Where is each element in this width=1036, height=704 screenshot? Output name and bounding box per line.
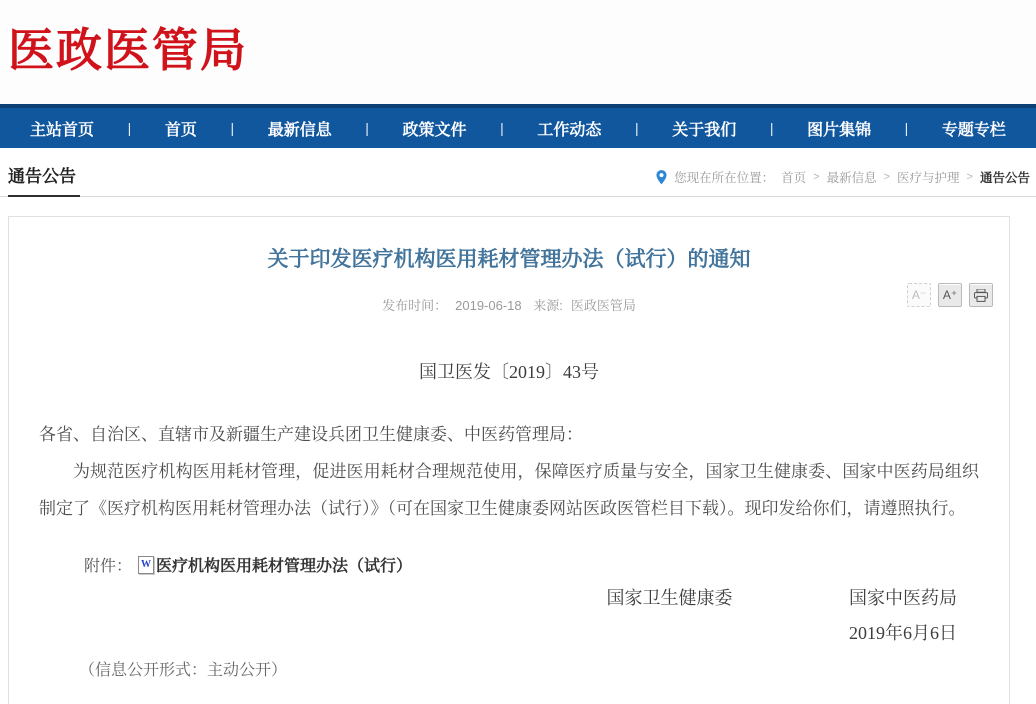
nav-separator: | (127, 120, 132, 136)
nav-separator: | (904, 120, 909, 136)
nav-separator: | (634, 120, 639, 136)
article-meta (39, 295, 979, 314)
signature-date: 2019年6月6日 (849, 623, 957, 643)
source-value: 医政医管局 (570, 298, 636, 313)
source-label: 来源: (533, 298, 563, 313)
font-decrease-button[interactable]: A⁻ (907, 283, 931, 307)
printer-icon (974, 289, 988, 302)
breadcrumb-separator: > (966, 171, 973, 183)
nav-separator: | (365, 120, 369, 136)
breadcrumb-latest-news[interactable]: 最新信息 (826, 171, 877, 185)
breadcrumb-current-notices: 通告公告 (979, 171, 1030, 185)
location-pin-icon (656, 170, 667, 185)
body-paragraph: 为规范医疗机构医用耗材管理，促进医用耗材合理规范使用，保障医疗质量与安全，国家卫生健康委、国家中医药局组织制定了《医疗机构医用耗材管理办法（试行）》（可在国家卫生健康委网站医政医管栏目下载）。现印发给你们，请遵照执行。 (39, 462, 979, 518)
main-nav (0, 104, 1036, 148)
publish-time-value: 2019-06-18 (455, 298, 522, 313)
document-number: 国卫医发〔2019〕43号 (419, 362, 599, 382)
nav-item-photo-gallery[interactable]: 图片集锦 (807, 121, 872, 139)
subheader (0, 162, 1036, 197)
nav-item-about-us[interactable]: 关于我们 (672, 121, 737, 139)
nav-item-special-topics[interactable]: 专题专栏 (941, 121, 1006, 139)
nav-item-latest-news[interactable]: 最新信息 (267, 121, 332, 139)
breadcrumb-separator: > (813, 171, 820, 183)
attachment-row (39, 553, 979, 576)
article-toolbar (907, 283, 993, 307)
site-header (0, 0, 1036, 104)
breadcrumb (656, 168, 1030, 196)
breadcrumb-prefix: 您现在所在位置： (674, 171, 775, 185)
word-doc-icon: W (138, 556, 154, 574)
publish-time-label: 发布时间： (382, 298, 448, 313)
nav-separator: | (230, 120, 235, 136)
nav-item-work-updates[interactable]: 工作动态 (537, 121, 602, 139)
signer-nhc: 国家卫生健康委 (606, 588, 733, 608)
font-increase-button[interactable]: A⁺ (938, 283, 962, 307)
breadcrumb-medical-nursing[interactable]: 医疗与护理 (897, 171, 960, 185)
print-button[interactable] (969, 283, 993, 307)
attachment-label: 附件： (84, 558, 133, 575)
site-logo[interactable]: 医政医管局 (8, 24, 248, 76)
nav-item-policy-docs[interactable]: 政策文件 (402, 121, 467, 139)
article-container (8, 216, 1010, 704)
signer-tcm: 国家中医药局 (849, 588, 957, 608)
attachment-link[interactable]: 医疗机构医用耗材管理办法（试行） (156, 558, 413, 575)
nav-separator: | (500, 120, 504, 136)
section-title: 通告公告 (8, 162, 80, 197)
article-title: 关于印发医疗机构医用耗材管理办法（试行）的通知 (267, 248, 751, 271)
breadcrumb-home[interactable]: 首页 (781, 171, 807, 185)
disclosure-note: （信息公开形式：主动公开） (79, 662, 288, 679)
nav-separator: | (769, 120, 774, 136)
salutation: 各省、自治区、直辖市及新疆生产建设兵团卫生健康委、中医药管理局： (39, 425, 583, 444)
breadcrumb-separator: > (883, 171, 891, 183)
nav-item-main-home[interactable]: 主站首页 (30, 121, 95, 139)
signature-row (39, 584, 979, 610)
nav-item-home[interactable]: 首页 (164, 121, 197, 139)
